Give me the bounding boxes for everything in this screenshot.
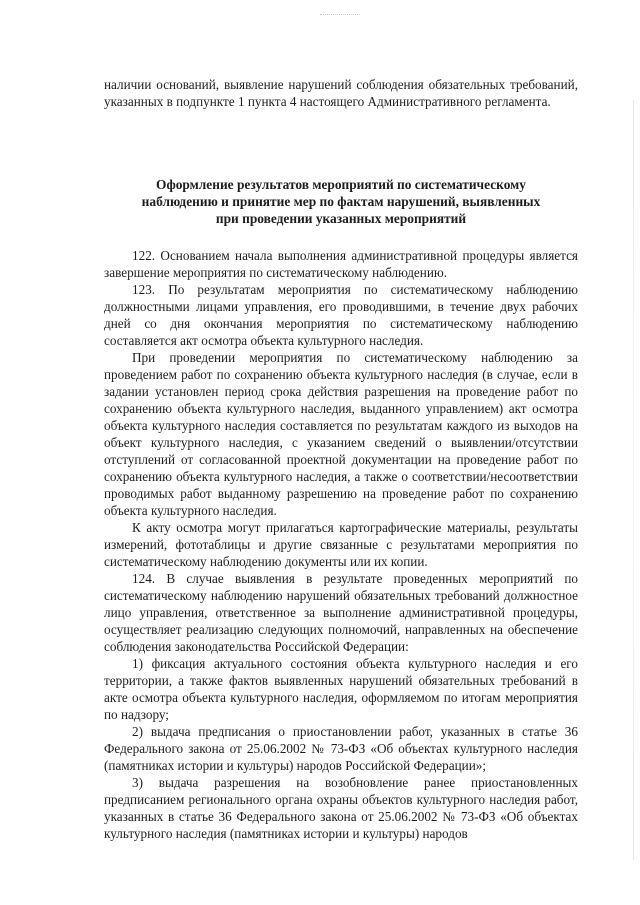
paragraph-124: 124. В случае выявления в результате проведенных мероприятий по систематическому наблюдению нарушений обязательных требований должностное лицо управления, ответственное за выполнение административной процедуры, осуществляет реализацию следующих полномочий, направленных на обеспечение соблюдения законодательства Российской Федерации: [104, 571, 578, 654]
paragraph-122: 122. Основанием начала выполнения административной процедуры является завершение мероприятия по систематическому наблюдению. [104, 248, 578, 280]
section-heading-line-2: наблюдению и принятие мер по фактам нарушений, выявленных [141, 194, 541, 209]
section-heading-line-3: при проведении указанных мероприятий [215, 211, 467, 226]
paragraph-act-attachments: К акту осмотра могут прилагаться картографические материалы, результаты измерений, фототаблицы и другие связанные с результатами мероприятия по систематическому наблюдению документы или их копии. [104, 520, 578, 569]
section-heading [104, 176, 578, 227]
paragraph-123: 123. По результатам мероприятия по систематическому наблюдению должностными лицами управления, его проводившими, в течение двух рабочих дней со дня окончания мероприятия по систематическому наблюдению составляется акт осмотра объекта культурного наследия. [104, 282, 578, 348]
page-edge-shadow [633, 100, 634, 860]
paragraph-inspection-during-works: При проведении мероприятия по систематическому наблюдению за проведением работ по сохранению объекта культурного наследия (в случае, если в задании установлен период срока действия разрешения на проведение работ по сохранению объекта культурного наследия, выданного управлением) акт осмотра объекта культурного наследия составляется по результатам каждого из выходов на объект культурного наследия, с указанием сведений о выявлении/отсутствии отступлений от согласованной проектной документации на проведение работ по сохранению объекта культурного наследия, а также о соответствии/несоответствии проводимых работ выданному разрешению на проведение работ по сохранению объекта культурного наследия. [104, 350, 578, 518]
document-body [104, 76, 578, 842]
section-heading-line-1: Оформление результатов мероприятий по систематическому [156, 177, 526, 192]
list-item-2: 2) выдача предписания о приостановлении работ, указанных в статье 36 Федерального закона от 25.06.2002 № 73-ФЗ «Об объектах культурного наследия (памятниках истории и культуры) народов Российской Федерации»; [104, 724, 578, 773]
list-item-1: 1) фиксация актуального состояния объекта культурного наследия и его территории, а также фактов выявленных нарушений обязательных требований в акте осмотра объекта культурного наследия, оформляемом по итогам мероприятия по надзору; [104, 656, 578, 722]
list-item-3: 3) выдача разрешения на возобновление ранее приостановленных предписанием регионального органа охраны объектов культурного наследия работ, указанных в статье 36 Федерального закона от 25.06.2002 № 73-ФЗ «Об объектах культурного наследия (памятниках истории и культуры) народов [104, 775, 578, 841]
scan-artifact [320, 14, 360, 17]
intro-paragraph: наличии оснований, выявление нарушений соблюдения обязательных требований, указанных в подпункте 1 пункта 4 настоящего Административного регламента. [104, 77, 578, 109]
